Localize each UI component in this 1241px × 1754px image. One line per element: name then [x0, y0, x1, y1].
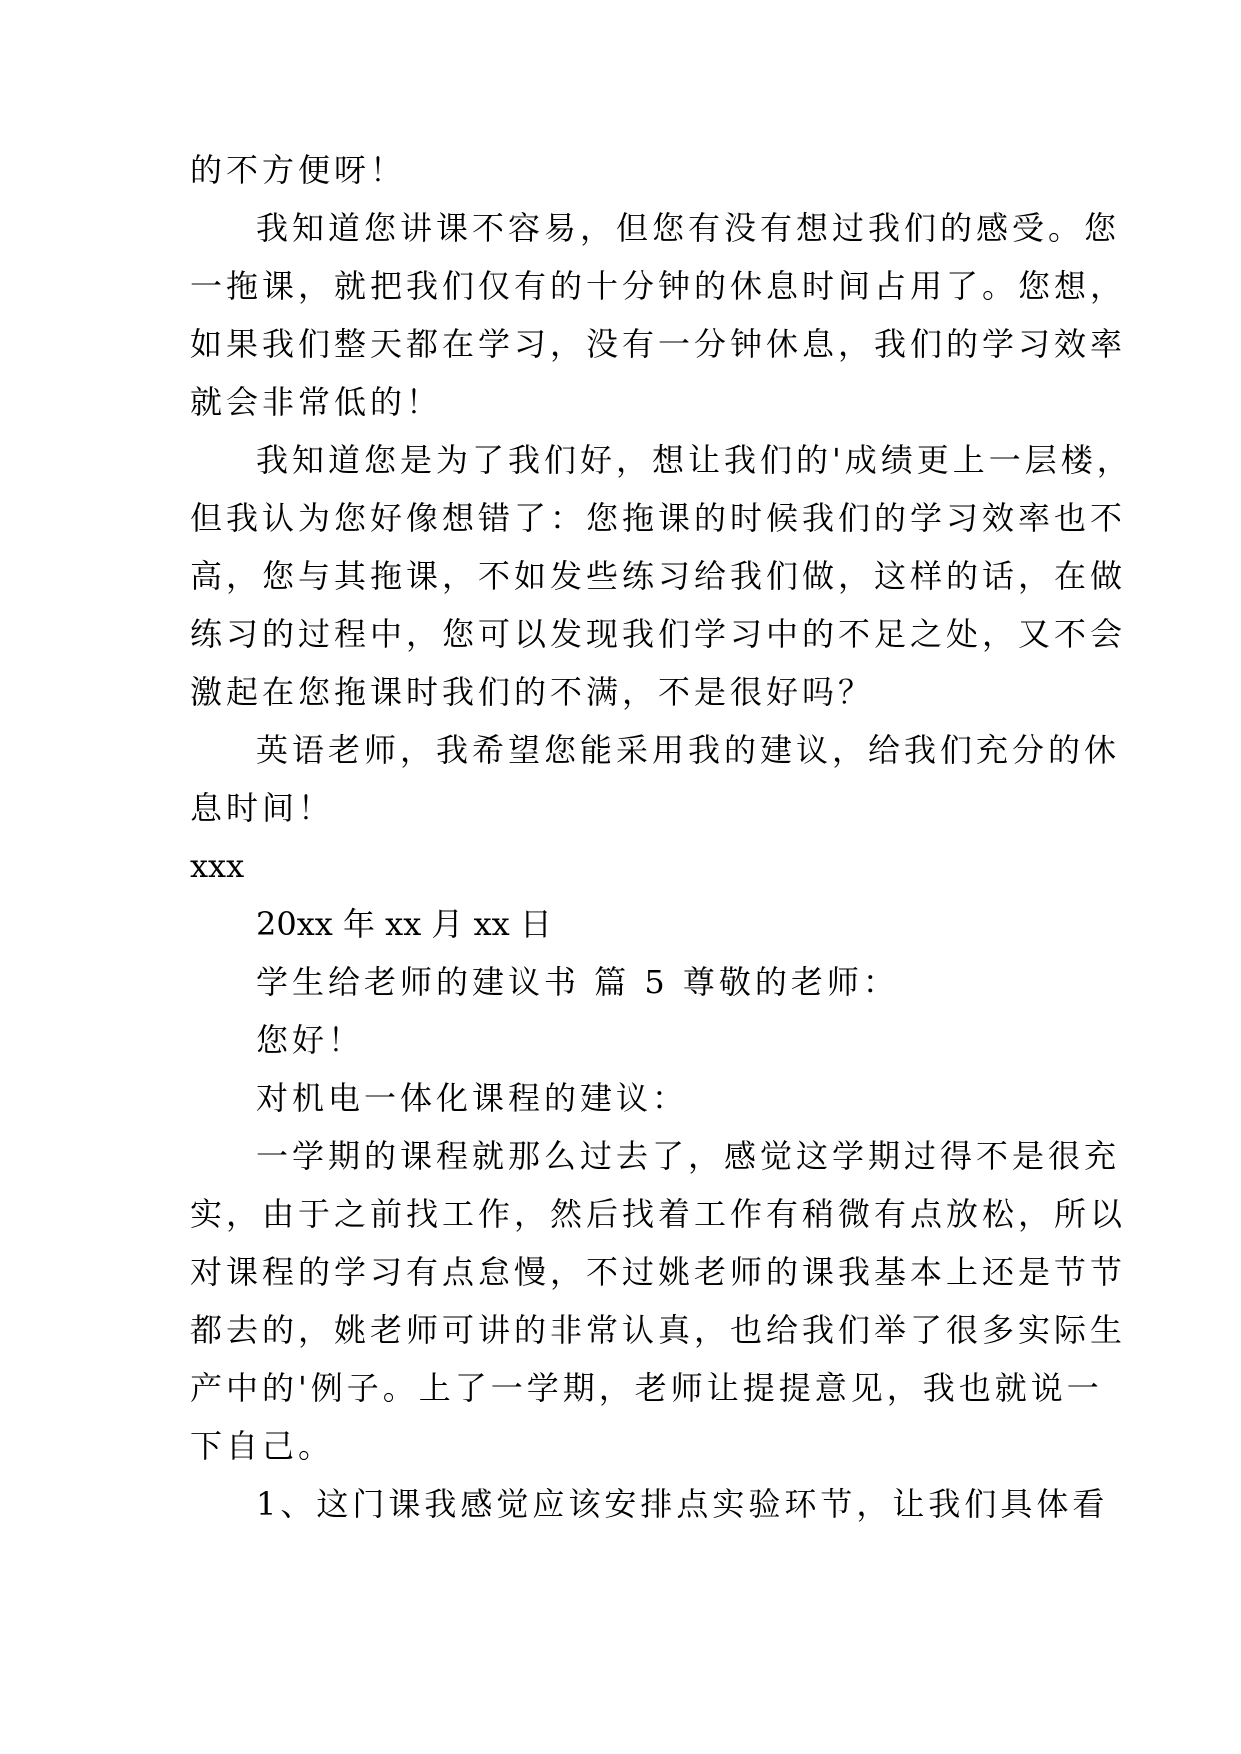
text-line: 如果我们整天都在学习，没有一分钟休息，我们的学习效率	[190, 325, 1127, 363]
section-heading: 学生给老师的建议书 篇 5 尊敬的老师：	[256, 963, 899, 1001]
paragraph-start: 一学期的课程就那么过去了，感觉这学期过得不是很充	[256, 1137, 1121, 1175]
text-line: 但我认为您好像想错了：您拖课的时候我们的学习效率也不	[190, 499, 1127, 537]
list-item: 1、这门课我感觉应该安排点实验环节，让我们具体看	[256, 1485, 1109, 1523]
text-line: 激起在您拖课时我们的不满，不是很好吗？	[190, 673, 875, 711]
paragraph-start: 我知道您讲课不容易，但您有没有想过我们的感受。您	[256, 209, 1121, 247]
text-line: 练习的过程中，您可以发现我们学习中的不足之处，又不会	[190, 615, 1127, 653]
text-line: 下自己。	[190, 1427, 335, 1465]
text-line: 都去的，姚老师可讲的非常认真，也给我们举了很多实际生	[190, 1311, 1127, 1349]
date-line: 20xx 年 xx 月 xx 日	[256, 905, 552, 943]
text-line: 对课程的学习有点怠慢，不过姚老师的课我基本上还是节节	[190, 1253, 1127, 1291]
paragraph-start: 英语老师，我希望您能采用我的建议，给我们充分的休	[256, 731, 1121, 769]
paragraph-start: 我知道您是为了我们好，想让我们的'成绩更上一层楼，	[256, 441, 1133, 479]
text-line: 产中的'例子。上了一学期，老师让提提意见，我也就说一	[190, 1369, 1103, 1407]
subject-line: 对机电一体化课程的建议：	[256, 1079, 689, 1117]
greeting-line: 您好！	[256, 1021, 365, 1059]
text-line: 息时间！	[190, 789, 335, 827]
signature-name: xxx	[190, 847, 245, 885]
text-line: 一拖课，就把我们仅有的十分钟的休息时间占用了。您想，	[190, 267, 1127, 305]
text-line: 的不方便呀！	[190, 151, 407, 189]
text-line: 实，由于之前找工作，然后找着工作有稍微有点放松，所以	[190, 1195, 1127, 1233]
text-line: 就会非常低的！	[190, 383, 443, 421]
text-line: 高，您与其拖课，不如发些练习给我们做，这样的话，在做	[190, 557, 1127, 595]
